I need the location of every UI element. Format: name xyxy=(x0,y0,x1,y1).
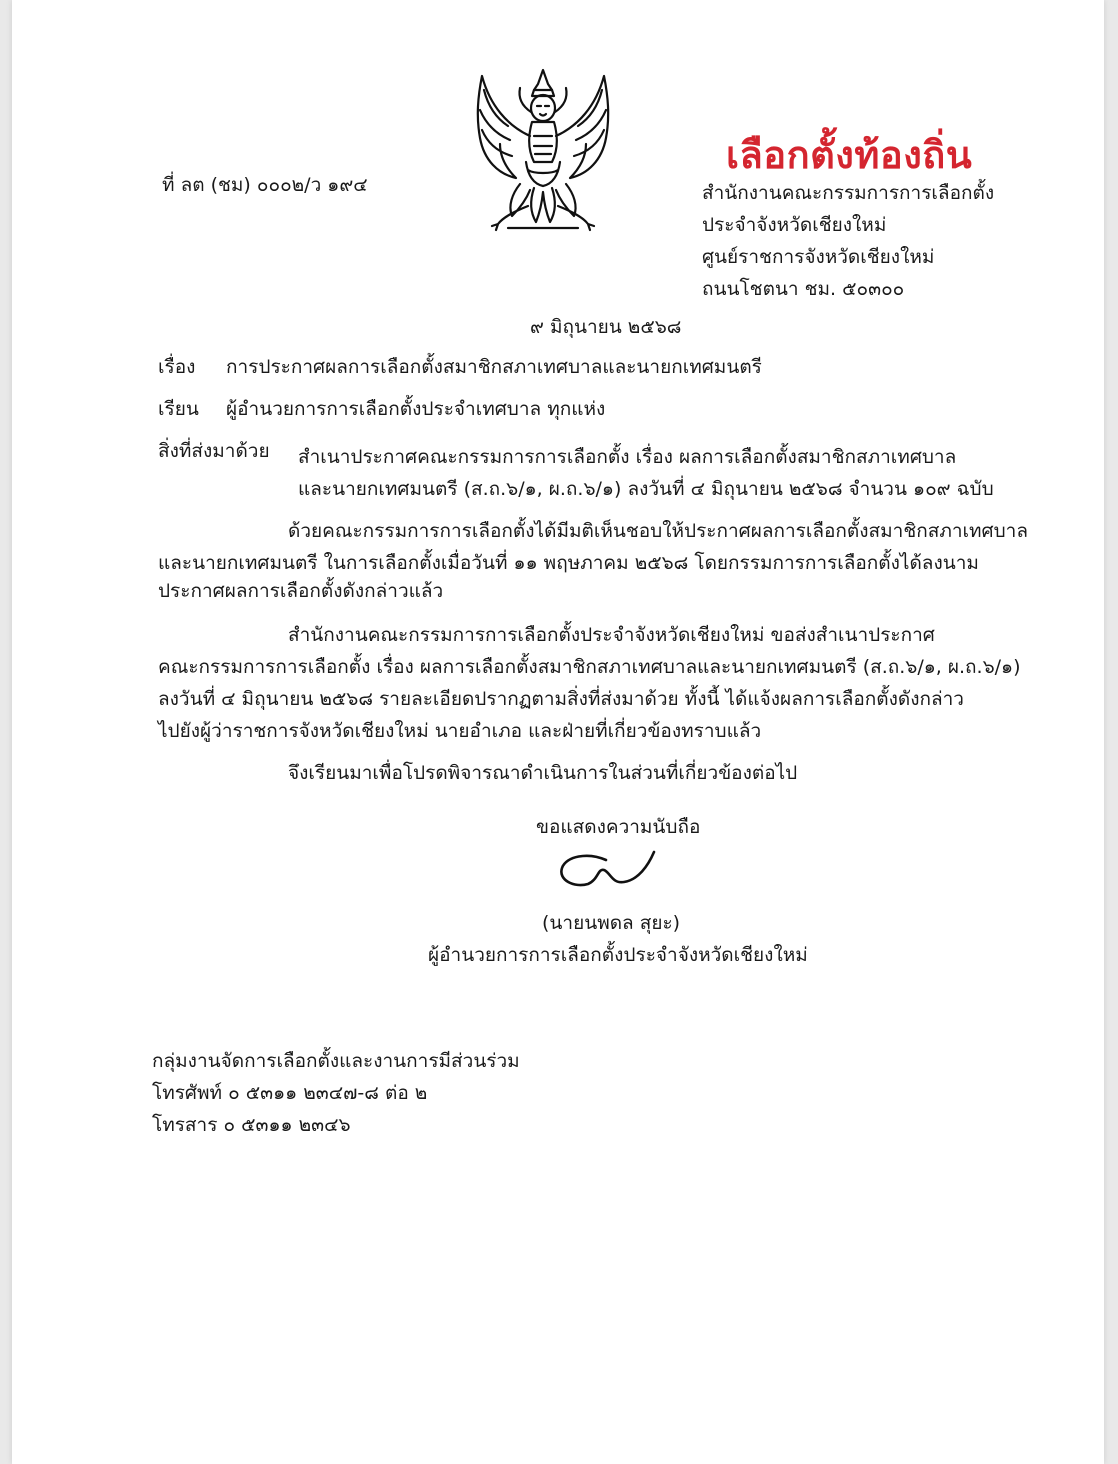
footer-department: กลุ่มงานจัดการเลือกตั้งและงานการมีส่วนร่วม xyxy=(152,1050,520,1072)
addressee-text: ผู้อำนวยการการเลือกตั้งประจำเทศบาล ทุกแห่ง xyxy=(226,398,606,420)
addressee-label: เรียน xyxy=(158,398,199,420)
footer-fax: โทรสาร ๐ ๕๓๑๑ ๒๓๔๖ xyxy=(152,1114,351,1136)
reference-number: ที่ ลต (ชม) ๐๐๐๒/ว ๑๙๔ xyxy=(162,174,368,196)
letter-date: ๙ มิถุนายน ๒๕๖๘ xyxy=(530,316,682,338)
subject-text: การประกาศผลการเลือกตั้งสมาชิกสภาเทศบาลและนายกเทศมนตรี xyxy=(226,356,762,378)
signatory-position: ผู้อำนวยการการเลือกตั้งประจำจังหวัดเชียงใหม่ xyxy=(428,944,808,966)
paragraph-1-line-1: ด้วยคณะกรรมการการเลือกตั้งได้มีมติเห็นชอบให้ประกาศผลการเลือกตั้งสมาชิกสภาเทศบาล xyxy=(288,520,1028,542)
office-line-4: ถนนโชตนา ชม. ๕๐๓๐๐ xyxy=(702,278,905,300)
paragraph-1-line-3: ประกาศผลการเลือกตั้งดังกล่าวแล้ว xyxy=(158,580,444,602)
enclosure-line-1: สำเนาประกาศคณะกรรมการการเลือกตั้ง เรื่อง ผลการเลือกตั้งสมาชิกสภาเทศบาล xyxy=(298,446,957,468)
paragraph-2-line-4: ไปยังผู้ว่าราชการจังหวัดเชียงใหม่ นายอำเภอ และฝ่ายที่เกี่ยวข้องทราบแล้ว xyxy=(158,720,762,742)
paragraph-1-line-2: และนายกเทศมนตรี ในการเลือกตั้งเมื่อวันที่ ๑๑ พฤษภาคม ๒๕๖๘ โดยกรรมการการเลือกตั้งได้ลงนาม xyxy=(158,552,979,574)
local-election-stamp: เลือกตั้งท้องถิ่น xyxy=(726,133,973,177)
paragraph-2-line-1: สำนักงานคณะกรรมการการเลือกตั้งประจำจังหวัดเชียงใหม่ ขอส่งสำเนาประกาศ xyxy=(288,624,935,646)
office-line-1: สำนักงานคณะกรรมการการเลือกตั้ง xyxy=(702,182,995,204)
footer-phone: โทรศัพท์ ๐ ๕๓๑๑ ๒๓๔๗-๘ ต่อ ๒ xyxy=(152,1082,428,1104)
office-line-3: ศูนย์ราชการจังหวัดเชียงใหม่ xyxy=(702,246,935,268)
signature-icon xyxy=(558,846,668,896)
subject-label: เรื่อง xyxy=(158,356,196,378)
enclosure-label: สิ่งที่ส่งมาด้วย xyxy=(158,440,270,462)
signatory-name: (นายนพดล สุยะ) xyxy=(542,912,681,934)
paragraph-2-line-3: ลงวันที่ ๔ มิถุนายน ๒๕๖๘ รายละเอียดปรากฏตามสิ่งที่ส่งมาด้วย ทั้งนี้ ได้แจ้งผลการเลือกตั้งดังกล่าว xyxy=(158,688,964,710)
paragraph-2-line-2: คณะกรรมการการเลือกตั้ง เรื่อง ผลการเลือกตั้งสมาชิกสภาเทศบาลและนายกเทศมนตรี (ส.ถ.๖/๑, ผ.ถ.๖/๑) xyxy=(158,656,1021,678)
letter-page xyxy=(12,0,1104,1464)
garuda-emblem-icon xyxy=(468,66,618,234)
office-line-2: ประจำจังหวัดเชียงใหม่ xyxy=(702,214,887,236)
paragraph-3: จึงเรียนมาเพื่อโปรดพิจารณาดำเนินการในส่วนที่เกี่ยวข้องต่อไป xyxy=(288,762,798,784)
enclosure-line-2: และนายกเทศมนตรี (ส.ถ.๖/๑, ผ.ถ.๖/๑) ลงวันที่ ๔ มิถุนายน ๒๕๖๘ จำนวน ๑๐๙ ฉบับ xyxy=(298,478,994,500)
closing-regards: ขอแสดงความนับถือ xyxy=(536,816,701,838)
